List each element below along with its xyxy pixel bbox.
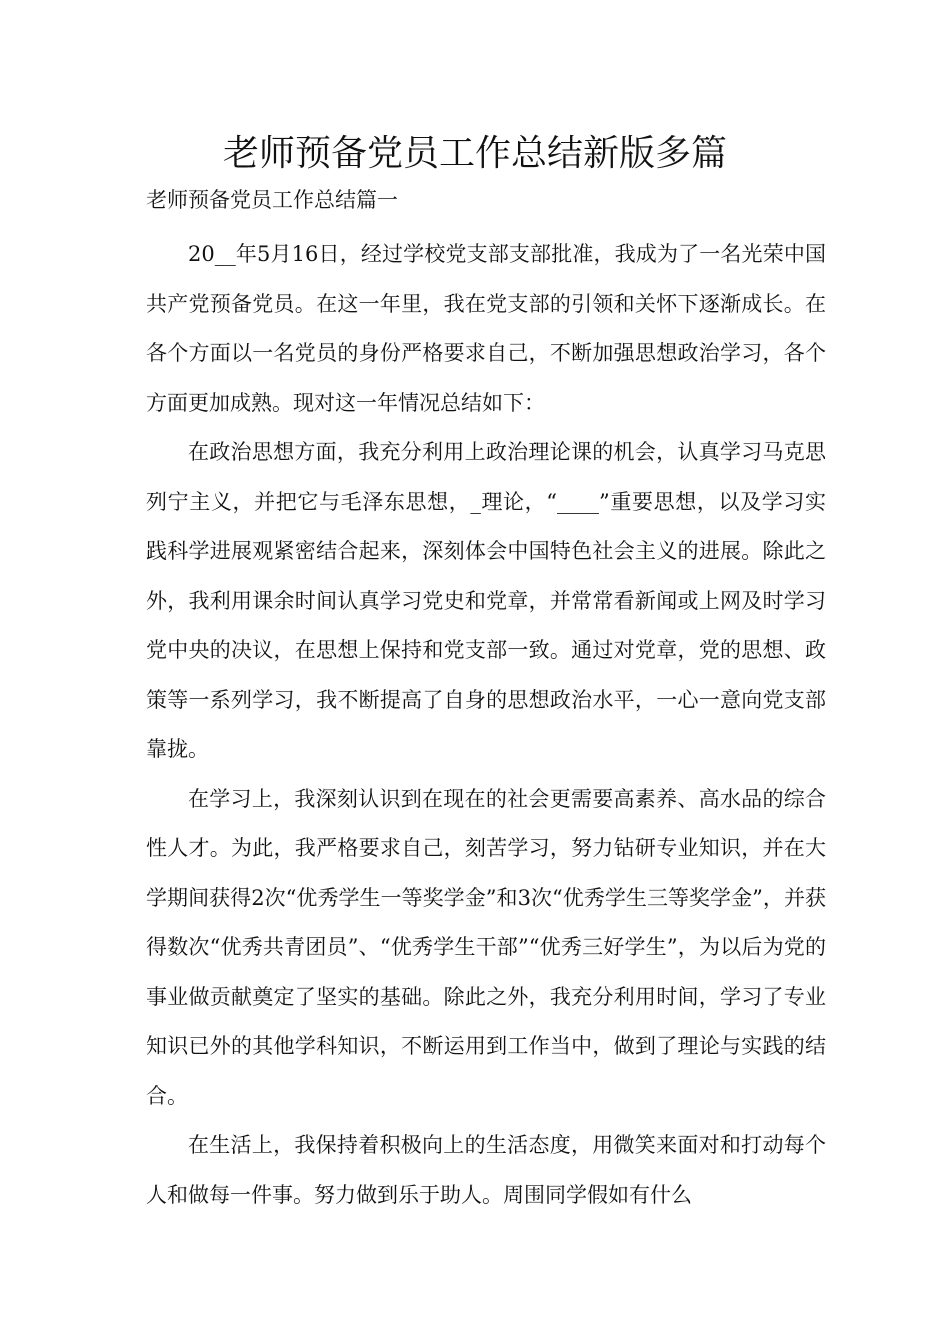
paragraph-4: 在生活上，我保持着积极向上的生活态度，用微笑来面对和打动每个人和做每一件事。努力做到乐于助人。周围同学假如有什么 (146, 1133, 826, 1207)
document-body (146, 230, 826, 1220)
section-heading: 老师预备党员工作总结篇一 (146, 188, 398, 212)
paragraph-2: 在政治思想方面，我充分利用上政治理论课的机会，认真学习马克思列宁主义，并把它与毛泽东思想，_理论，“____”重要思想，以及学习实践科学进展观紧密结合起来，深刻体会中国特色社会主义的进展。除此之外，我利用课余时间认真学习党史和党章，并常常看新闻或上网及时学习党中央的决议，在思想上保持和党支部一致。通过对党章，党的思想、政策等一系列学习，我不断提高了自身的思想政治水平，一心一意向党支部靠拢。 (146, 440, 826, 761)
document-title: 老师预备党员工作总结新版多篇 (222, 133, 727, 174)
paragraph-3: 在学习上，我深刻认识到在现在的社会更需要高素养、高水品的综合性人才。为此，我严格要求自己，刻苦学习，努力钻研专业知识，并在大学期间获得2次“优秀学生一等奖学金”和3次“优秀学生三等奖学金”，并获得数次“优秀共青团员”、“优秀学生干部”“优秀三好学生”，为以后为党的事业做贡献奠定了坚实的基础。除此之外，我充分利用时间，学习了专业知识已外的其他学科知识，不断运用到工作当中，做到了理论与实践的结合。 (146, 786, 826, 1108)
paragraph-1: 20__年5月16日，经过学校党支部支部批准，我成为了一名光荣中国共产党预备党员。在这一年里，我在党支部的引领和关怀下逐渐成长。在各个方面以一名党员的身份严格要求自己，不断加强思想政治学习，各个方面更加成熟。现对这一年情况总结如下： (146, 242, 826, 415)
